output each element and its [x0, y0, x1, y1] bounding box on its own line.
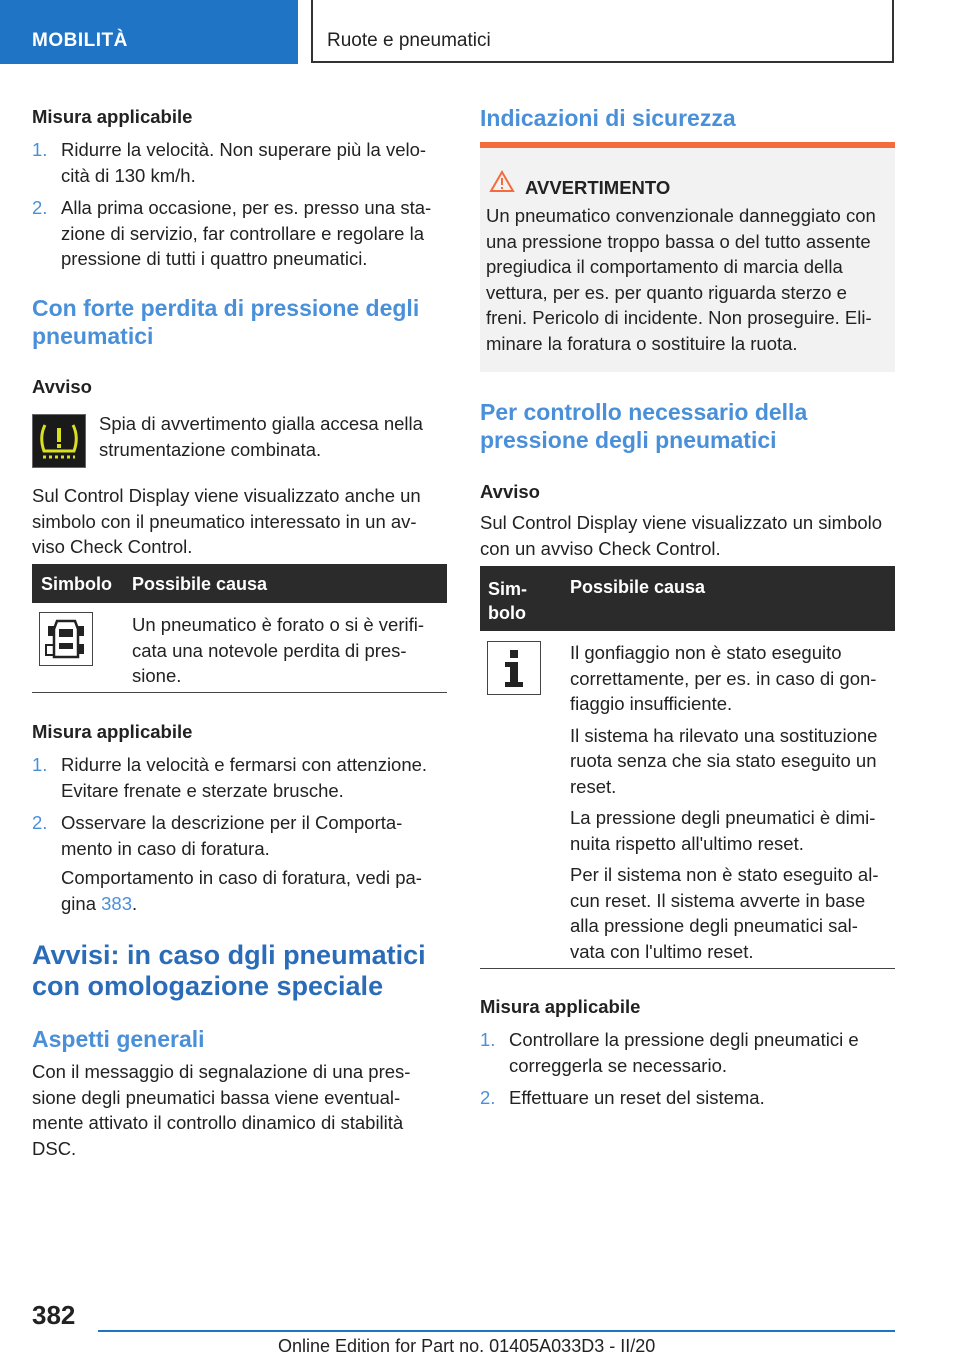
table-cell-cause: [132, 612, 424, 689]
warning-box: [480, 142, 895, 372]
text-line: correttamente, per es. in caso di gon-: [570, 667, 877, 689]
table-bottom-rule: [480, 968, 895, 969]
table-cell-causes: [570, 640, 895, 964]
text-line: DSC.: [32, 1137, 77, 1159]
table-header: [32, 564, 447, 603]
heading-special-tires: [32, 940, 426, 1002]
section-label: MOBILITÀ: [32, 30, 128, 51]
column-header-symbol: [488, 577, 527, 625]
measure-title: Misura applicabile: [480, 996, 641, 1017]
list-text: Effettuare un reset del sistema.: [509, 1087, 765, 1108]
flat-tire-car-icon: [39, 612, 93, 666]
measure2-title: Misura applicabile: [32, 721, 193, 742]
list-number: 1.: [32, 754, 48, 775]
edition-text: Online Edition for Part no. 01405A033D3 - II/20: [278, 1336, 656, 1356]
warning-title: AVVERTIMENTO: [525, 177, 671, 198]
avviso-title: Avviso: [480, 481, 540, 502]
text-line: una pressione troppo bassa o del tutto assente: [486, 230, 871, 252]
footer-rule: [98, 1330, 895, 1332]
text-line: cun reset. Il sistema avverte in base: [570, 889, 866, 911]
list-text: Ridurre la velocità e fermarsi con attenzione.: [61, 754, 428, 775]
general-text: [32, 1059, 410, 1161]
text-line: gina: [61, 892, 96, 914]
cause-paragraph: [570, 805, 895, 856]
measure1-title: Misura applicabile: [32, 106, 193, 127]
heading-pressure-check: [480, 398, 807, 454]
table-bottom-rule: [32, 692, 447, 693]
text-line: vettura, per es. per quanto riguarda sterzo e: [486, 281, 847, 303]
tire-pressure-warning-icon: [32, 414, 86, 468]
heading-line: pressione degli pneumatici: [480, 427, 777, 453]
column-header-cause: Possibile causa: [132, 574, 268, 594]
text-line: minare la foratura o sostituire la ruota.: [486, 332, 798, 354]
list-text: correggerla se necessario.: [509, 1054, 727, 1076]
text-line: sione degli pneumatici bassa viene eventual-: [32, 1086, 401, 1108]
text-line: Spia di avvertimento gialla accesa nella: [99, 413, 423, 434]
text-line: simbolo con il pneumatico interessato in un av-: [32, 510, 417, 532]
cause-paragraph: [570, 862, 895, 964]
info-icon: [487, 641, 541, 695]
list-number: 2.: [32, 197, 48, 218]
text-line: ruota senza che sia stato eseguito un: [570, 750, 877, 771]
text-line: freni. Pericolo di incidente. Non proseguire. Eli-: [486, 307, 872, 328]
text-line: Per il sistema non è stato eseguito al-: [570, 864, 879, 885]
text-line: mente attivato il controllo dinamico di stabilità: [32, 1112, 404, 1133]
chapter-tab[interactable]: [311, 0, 894, 63]
text-line: Un pneumatico convenzionale danneggiato con: [486, 205, 876, 226]
list-text: cità di 130 km/h.: [61, 164, 196, 186]
column-header-symbol: Simbolo: [41, 574, 112, 594]
period: .: [132, 892, 138, 914]
list-text: Controllare la pressione degli pneumatici e: [509, 1029, 859, 1050]
text-line: Con il messaggio di segnalazione di una pres-: [32, 1061, 411, 1082]
page-reference-text: [61, 865, 422, 916]
heading-general: Aspetti generali: [32, 1026, 205, 1052]
text-line: strumentazione combinata.: [99, 438, 322, 460]
heading-pressure-loss: [32, 294, 419, 350]
text-line: La pressione degli pneumatici è dimi-: [570, 807, 876, 828]
text-line: Sul Control Display viene visualizzato anche un: [32, 485, 421, 506]
text-line: nuita rispetto all'ultimo reset.: [570, 832, 804, 854]
text-line: Il sistema ha rilevato una sostituzione: [570, 724, 878, 746]
display-text: [480, 510, 882, 561]
page-link[interactable]: 383: [101, 892, 132, 914]
header-line: bolo: [488, 603, 526, 623]
table-header: [480, 566, 895, 631]
text-line: viso Check Control.: [32, 536, 193, 557]
text-line: pregiudica il comportamento di marcia della: [486, 256, 843, 277]
avviso-icon-text: [99, 411, 423, 462]
section-tab[interactable]: [0, 0, 298, 64]
text-line: Il gonfiaggio non è stato eseguito: [570, 642, 842, 663]
list-number: 1.: [32, 139, 48, 160]
text-line: reset.: [570, 775, 617, 797]
text-line: vata con l'ultimo reset.: [570, 940, 754, 962]
text-line: Sul Control Display viene visualizzato un simbolo: [480, 512, 883, 533]
cause-paragraph: [570, 640, 895, 717]
cause-paragraph: [570, 723, 895, 800]
list-number: 2.: [480, 1087, 496, 1108]
display-text: [32, 483, 421, 560]
text-line: alla pressione degli pneumatici sal-: [570, 915, 858, 936]
list-text: pressione di tutti i quattro pneumatici.: [61, 248, 368, 269]
text-line: Un pneumatico è forato o si è verifi-: [132, 614, 425, 635]
heading-line: Con forte perdita di pressione degli: [32, 295, 420, 321]
column-header-cause: Possibile causa: [570, 577, 706, 597]
list-text: mento in caso di foratura.: [61, 837, 270, 859]
header-line: Sim-: [488, 579, 528, 599]
chapter-label: Ruote e pneumatici: [327, 30, 491, 51]
heading-line: Per controllo necessario della: [480, 399, 808, 425]
text-line: Comportamento in caso di foratura, vedi pa-: [61, 867, 422, 888]
text-line: fiaggio insufficiente.: [570, 693, 733, 714]
list-text: zione di servizio, far controllare e regolare la: [61, 222, 424, 244]
text-line: cata una notevole perdita di pres-: [132, 639, 407, 661]
list-number: 1.: [480, 1029, 496, 1050]
warning-triangle-icon: [489, 170, 515, 193]
list-text: Evitare frenate e sterzate brusche.: [61, 779, 344, 801]
heading-line: con omologazione speciale: [32, 971, 384, 1001]
list-number: 2.: [32, 812, 48, 833]
heading-line: pneumatici: [32, 323, 154, 349]
text-line: con un avviso Check Control.: [480, 537, 721, 559]
list-text: Ridurre la velocità. Non superare più la velo-: [61, 139, 427, 160]
list-text: Alla prima occasione, per es. presso una sta-: [61, 197, 432, 218]
warning-text: [486, 203, 876, 356]
text-line: sione.: [132, 665, 182, 686]
avviso-title: Avviso: [32, 376, 92, 397]
page-number: 382: [32, 1300, 76, 1330]
list-text: Osservare la descrizione per il Comporta-: [61, 812, 403, 833]
heading-safety: Indicazioni di sicurezza: [480, 105, 736, 131]
heading-line: Avvisi: in caso dgli pneumatici: [32, 940, 426, 970]
